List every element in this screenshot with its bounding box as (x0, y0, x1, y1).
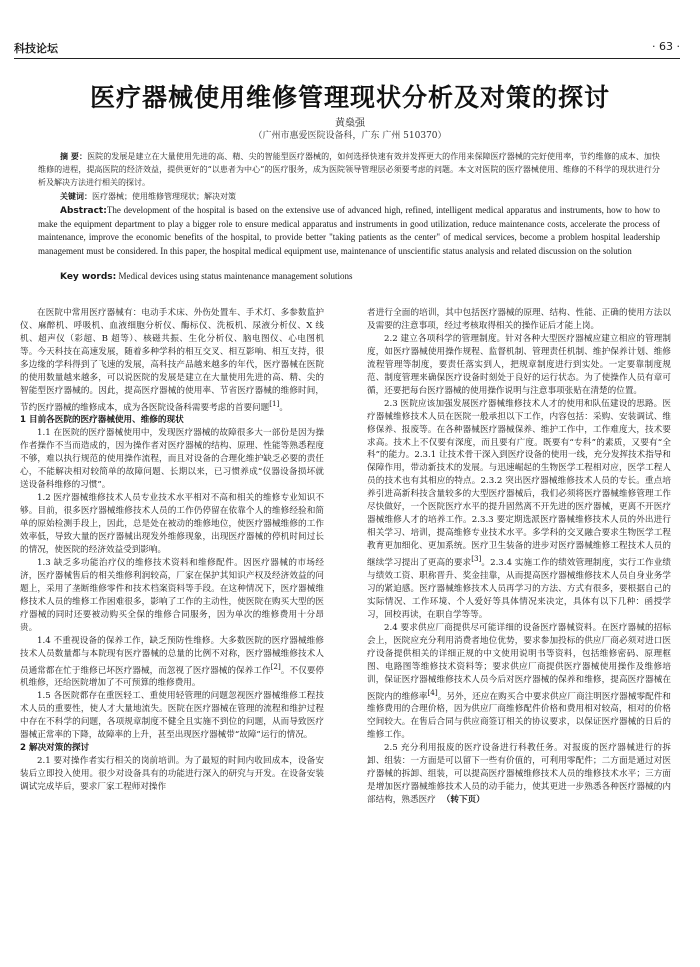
abstract-cn-label: 摘 要： (60, 152, 88, 161)
paragraph-2-2: 2.2 建立各项科学的管理制度。针对各种大型医疗器械应建立相应的管理制度，如医疗器械使用操作规程、监督机制、管理责任机制、维护保养计划、维修流程管理等制度，要责任落实到人，把规章制度进行到实处。一定要靠制度规范、制度管理来确保医疗设备时刻处于良好的运行状态。为了使操作人员有章可循，还要把每台医疗器械的使用操作说明与注意事项张贴在清楚的位置。 (367, 333, 671, 396)
p1-4-text-end: 。不仅要停机维修，还给医院增加了不可预算的维修费用。 (20, 665, 324, 689)
paragraph-2-3 (367, 398, 671, 622)
abstract-en-label: Abstract: (60, 206, 107, 216)
keywords-cn-label: 关键词： (60, 192, 92, 201)
keywords-en-text: Medical devices using status maintenance management solutions (118, 271, 353, 281)
section-heading-1: 1 目前各医院的医疗器械使用、维修的现状 (20, 415, 184, 426)
paragraph-1-2: 1.2 医疗器械维修技术人员专业技术水平相对不高和相关的维修专业知识不够。目前，很多医疗器械维修技术人员的工作仍停留在依靠个人的维修经验和简单的原始检测手段上，因此，总是处在被动的维修地位，使医疗器械维修的工作效率低，导致大量的医疗器械出现发外维修现象，出现医疗器械的停机时间过长的情况，使医院的经济效益受到影响。 (20, 493, 324, 556)
p2-5-text: 2.5 充分利用报废的医疗设备进行科教任务。对报废的医疗器械进行的拆卸、组装：一方面是可以留下一些有价值的，可利用零配件；二方面是通过对医疗器械的拆卸、组装，可以提高医疗器械维修技术人员的维修技术水平；三方面是增加医疗器械维修技术人员的动手能力，使其更进一步熟悉各种医疗器械的内部结构，熟悉医疗 (367, 743, 671, 805)
page-header (14, 40, 680, 58)
p2-3-text-end: 。2.3.4 实施工作的绩效管理制度，实行工作业绩与绩效工资、职称晋升、奖金挂靠，从而提高医疗器械维修技术人员自身业务学习的紧迫感。医疗器械维修技术人员再学习的方法、方式有很多，要根据自己的实际情况、工作环境、个人爱好等具体情况来决定，具体有以下几种：函授学习，回校再读，在职自学等等。 (367, 557, 671, 620)
intro-text-end: 。 (279, 402, 288, 413)
keywords-en-label: Key words: (60, 272, 117, 282)
abstract-cn-text: 医院的发展是建立在大量使用先进的高、精、尖的智能型医疗器械的，如何选择快速有效并发挥更大的作用来保障医疗器械的完好使用率，节约维修的成本、加快维修的进程，提高医院的经济效益，提供更好的“以患者为中心”的医疗服务，成为医院领导管理层必须要考虑的问题。本文对医院的医疗器械使用、维修的不科学的现状进行分析及解决方法进行相关的探讨。 (38, 152, 660, 187)
p2-4-text-end: 。另外，还应在购买合中要求供应厂商注明医疗器械零配件和维修费用的合理价格，因为供应厂商维修配件价格和费用相对较高，相对的价格空间较大。在售后合同与供应商签订相关的协议要求，以保证医疗器械的日后的维修工作。 (367, 691, 671, 741)
intro-text: 在医院中常用医疗器械有：电动手术床、外伤处置车、手术灯、多参数监护仪、麻醉机、呼吸机、血液细胞分析仪、酶标仪、洗板机、尿液分析仪、X 线机、超声仪（彩超、B 超等）、核磁共振、生化分析仪、脑电图仪、心电图机等。今天科技在高速发展，随着多种学科的相互交叉、相互影响、相互支持，很多边缘的学科得到了飞速的发展，高科技产品越来越多的年代，医疗器械在医院的使用数量越来越多，可以说医院的发展是建立在大量使用先进的高、精、尖的智能型医疗器械的。因此，提高医疗器械的使用率、节省医疗器械的维修时间，节约医疗器械的维修成本，成为各医院设备科需要考虑的首要问题 (20, 308, 324, 413)
body-column-left (20, 307, 324, 947)
paragraph-1-1: 1.1 在医院的医疗器械使用中，发现医疗器械的故障很多大一部份是因为操作者操作不当而造成的，因为操作者对医疗器械的结构、原理、性能等熟悉程度不够，难以执行规范的使用操作流程，而且对设备的合理化维护缺乏必要的责任心，不能解决相对较简单的故障问题、长期以来，已习惯养成“仪器设备损坏就送设备科维修的习惯”。 (20, 428, 324, 491)
keywords-cn-text: 医疗器械；使用维修管理现状；解决对策 (92, 192, 236, 201)
paragraph-1-3: 1.3 缺乏多功能治疗仪的维修技术资料和维修配件。因医疗器械的市场经济，医疗器械售后的相关维修利润较高，厂家在保护其知识产权及经济效益的问题上，采用了垄断维修零件和技术档案资料等手段。在这种情况下，医疗器械维修技术人员的维修工作困难很多，影响了工作的主动性，使医院在购买大型的医疗器械的同时还要被动购买全保的维修合同服务，因为单次的维修费用十分昂贵。 (20, 557, 324, 633)
author: 黄燊强 (335, 118, 365, 129)
continued-note: （转下页） (441, 794, 485, 805)
paragraph-1-4 (20, 635, 324, 691)
header-rule (14, 58, 680, 59)
paragraph-1-5: 1.5 各医院都存在重医轻工、重使用轻管理的问题忽视医疗器械维修工程技术人员的重要性，使人才大量地流失。医院在医疗器械在管理的流程和维护过程中存在不科学的问题，各项规章制度不健全且实施不到位的问题，从而导致医疗器械正常率的下降，故障率的上升，甚至出现医疗器械带“故障”运行的情况。 (20, 691, 324, 741)
paragraph-2-1: 2.1 要对操作者实行相关的岗前培训。为了最短的时间内收回成本，设备安装后立即投入使用。很少对设备具有的功能进行深入的研究与开发。在设备安装调试完成毕后，要求厂家工程师对操作 (20, 756, 324, 793)
keywords-cn (60, 190, 660, 203)
p2-3-text: 2.3 医院应该加强发展医疗器械维修技术人才的使用和队伍建设的思路。医疗器械维修技术人员在医院一般承担以下工作，内容包括：采购、安装调试、维修保养、报废等。在各种器械医疗器械保养、维护工作中，工作难度大，技术要求高。技术上不仅要有深度，而且要有广度。既要有“专科”的素质，又要有“全科”的能力。2.3.1 让技术骨干深入到医疗设备的使用一线，充分发挥技术指导和保障作用，带动新技术的发展。与迅速崛起的生物医学工程相对应，医学工程人员的技术也有其相应的特点。2.3.2 突出医疗器械维修技术人员的专长。重点培养引进高新科技含量较多的大型医疗器械后，我们必须将医疗器械维修管理工作尽快做好，一个医院医疗水平的提升固然离不开先进的医疗器械，更离不开医疗器械维修人才的培养工作。2.3.3 要定期选派医疗器械维修技术人员的外出进行相关学习、培训，提高维修专业技术水平。多学科的交叉融合要求生物医学工程教育更加细化、更加系统。医疗卫生装备的进步对医疗器械维修工程技术人员的继续学习提出了更高的要求 (367, 398, 671, 568)
abstract-en (38, 204, 660, 258)
affiliation: （广州市惠爱医院设备科，广东 广州 510370） (253, 131, 447, 141)
paper-title: 医疗器械使用维修管理现状分析及对策的探讨 (89, 83, 610, 112)
keywords-en (60, 270, 660, 284)
body-column-right (367, 307, 671, 947)
citation-ref: [3] (471, 554, 482, 564)
paragraph-2-4 (367, 622, 671, 742)
paragraph-intro (20, 307, 324, 414)
page-number: · 63 · (652, 40, 680, 53)
abstract-cn (38, 150, 660, 189)
journal-name: 科技论坛 (14, 42, 58, 55)
p1-4-text: 1.4 不重视设备的保养工作，缺乏预防性维修。大多数医院的医疗器械维修技术人员数量都与本院现有医疗器械的总量的比例不对称，医疗器械维修技术人员通常都在忙于维修已坏医疗器械，而忽视了医疗器械的保养工作 (20, 635, 324, 676)
citation-ref: [4] (427, 687, 438, 697)
section-heading-2: 2 解决对策的探讨 (20, 743, 90, 754)
citation-ref: [2] (270, 661, 281, 671)
paragraph-2-5 (367, 742, 671, 807)
citation-ref: [1] (269, 398, 280, 408)
p2-4-text: 2.4 要求供应厂商提供尽可能详细的设备医疗器械资料。在医疗器械的招标会上，医院应充分利用消费者地位优势，要求参加投标的供应厂商必须对进口医疗设备提供相关的详细正规的中文使用说明书等资料，包括维修密码、原理框图、电路图等维修技术资料等；要求供应厂商提供医疗器械使用操作及维修培训，保证医疗器械维修技术人员今后对医疗器械的保养和维修，提高医疗器械在医院内的维修率 (367, 622, 671, 702)
paragraph-2-1-cont: 者进行全面的培训，其中包括医疗器械的原理、结构、性能、正确的使用方法以及需要的注意事项，经过考核取得相关的操作证后才能上岗。 (367, 308, 671, 331)
abstract-en-text: The development of the hospital is based on the extensive use of advanced high, refined, intelligent medical apparatus and instruments, how to how to make the equipment department to play a bigger role to ensure medical apparatus and instruments in good utilization, reduce maintenance costs, accelerate the process of maintenance, improve the economic benefits of the hospital, to provide better "taking patients as the center" of medical services, become a problem hospital leadership management must be considered. In this paper, the hospital medical equipment use, maintenance of unscientific status analysis and related discussion on the solution (38, 205, 660, 256)
